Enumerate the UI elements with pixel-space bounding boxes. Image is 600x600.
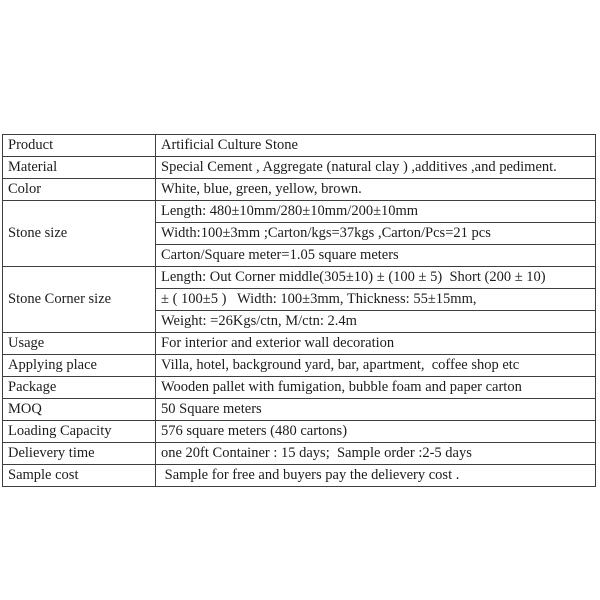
product-spec-sheet xyxy=(2,134,595,487)
row-label-applying-place: Applying place xyxy=(3,355,156,377)
row-label-usage: Usage xyxy=(3,333,156,355)
table-row xyxy=(3,201,596,223)
row-label-color: Color xyxy=(3,179,156,201)
row-value-color: White, blue, green, yellow, brown. xyxy=(156,179,596,201)
table-row xyxy=(3,421,596,443)
row-value-corner-weight: Weight: =26Kgs/ctn, M/ctn: 2.4m xyxy=(156,311,596,333)
row-value-sample-cost: Sample for free and buyers pay the delievery cost . xyxy=(156,465,596,487)
row-value-package: Wooden pallet with fumigation, bubble foam and paper carton xyxy=(156,377,596,399)
table-row xyxy=(3,443,596,465)
table-row xyxy=(3,157,596,179)
row-label-loading-capacity: Loading Capacity xyxy=(3,421,156,443)
product-spec-table xyxy=(2,134,596,487)
row-value-material: Special Cement , Aggregate (natural clay ) ,additives ,and pediment. xyxy=(156,157,596,179)
row-value-corner-length: Length: Out Corner middle(305±10) ± (100 ± 5) Short (200 ± 10) xyxy=(156,267,596,289)
row-label-moq: MOQ xyxy=(3,399,156,421)
row-value-corner-width: ± ( 100±5 ) Width: 100±3mm, Thickness: 55±15mm, xyxy=(156,289,596,311)
table-row xyxy=(3,267,596,289)
table-row xyxy=(3,179,596,201)
row-label-stone-size: Stone size xyxy=(3,201,156,267)
row-value-stone-size-width: Width:100±3mm ;Carton/kgs=37kgs ,Carton/Pcs=21 pcs xyxy=(156,223,596,245)
table-row xyxy=(3,333,596,355)
row-label-stone-corner-size: Stone Corner size xyxy=(3,267,156,333)
table-row xyxy=(3,465,596,487)
row-label-sample-cost: Sample cost xyxy=(3,465,156,487)
table-row xyxy=(3,355,596,377)
row-value-loading-capacity: 576 square meters (480 cartons) xyxy=(156,421,596,443)
table-row xyxy=(3,135,596,157)
row-value-moq: 50 Square meters xyxy=(156,399,596,421)
row-value-delievery-time: one 20ft Container : 15 days; Sample order :2-5 days xyxy=(156,443,596,465)
row-label-product: Product xyxy=(3,135,156,157)
table-row xyxy=(3,399,596,421)
row-value-stone-size-carton: Carton/Square meter=1.05 square meters xyxy=(156,245,596,267)
row-label-material: Material xyxy=(3,157,156,179)
row-value-usage: For interior and exterior wall decoration xyxy=(156,333,596,355)
row-value-product: Artificial Culture Stone xyxy=(156,135,596,157)
row-label-package: Package xyxy=(3,377,156,399)
row-label-delievery-time: Delievery time xyxy=(3,443,156,465)
row-value-applying-place: Villa, hotel, background yard, bar, apartment, coffee shop etc xyxy=(156,355,596,377)
row-value-stone-size-length: Length: 480±10mm/280±10mm/200±10mm xyxy=(156,201,596,223)
table-row xyxy=(3,377,596,399)
